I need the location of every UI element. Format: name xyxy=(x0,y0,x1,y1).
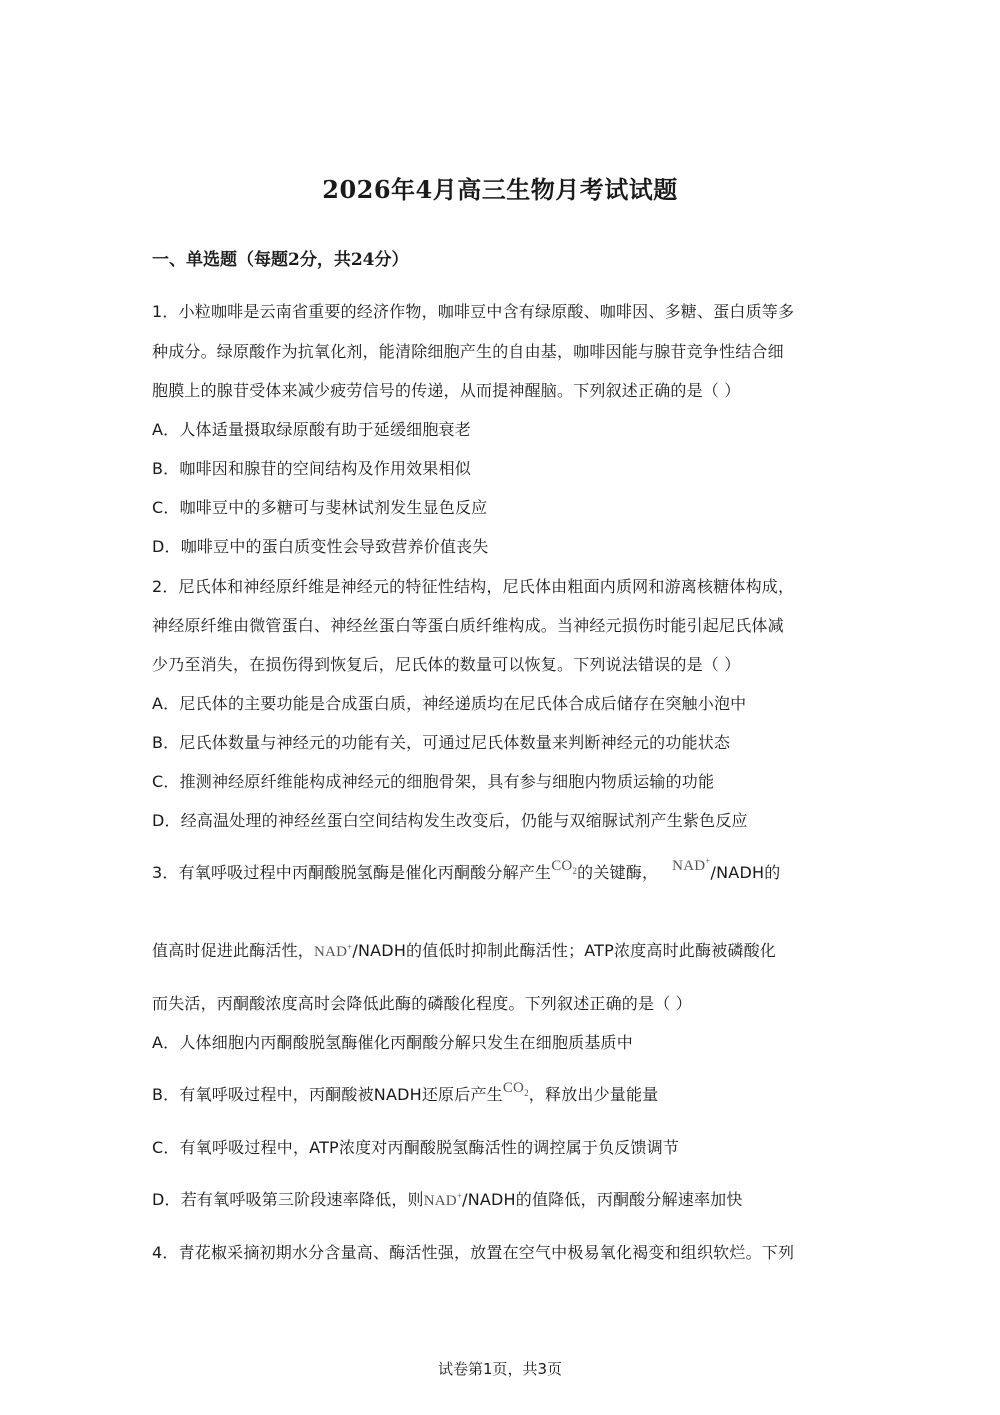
question-3-option-b: B．有氧呼吸过程中，丙酮酸被NADH还原后产生$CO_2$，释放出少量能量 xyxy=(152,1080,659,1104)
question-3-line-1 xyxy=(152,856,781,884)
question-1-line-2: 种成分。绿原酸作为抗氧化剂，能清除细胞产生的自由基，咖啡因能与腺苷竞争性结合细 xyxy=(152,342,784,361)
question-3-line-3: 而失活，丙酮酸浓度高时会降低此酶的磷酸化程度。下列叙述正确的是（ ） xyxy=(152,994,692,1013)
page-footer: 试卷第1页，共3页 xyxy=(437,1360,563,1378)
section-heading: 一、单选题（每题2分，共24分） xyxy=(152,250,409,270)
question-2-line-1: 2．尼氏体和神经原纤维是神经元的特征性结构，尼氏体由粗面内质网和游离核糖体构成， xyxy=(152,577,795,596)
q3-line1-text-b: 的关键酶， xyxy=(577,863,659,882)
co2-formula: $CO_2$ xyxy=(502,1080,529,1098)
nad-formula: NAD+ xyxy=(672,856,711,874)
question-1-option-d: D．咖啡豆中的蛋白质变性会导致营养价值丧失 xyxy=(152,537,489,556)
question-2-option-a: A．尼氏体的主要功能是合成蛋白质，神经递质均在尼氏体合成后储存在突触小泡中 xyxy=(152,694,747,713)
question-1-option-b: B．咖啡因和腺苷的空间结构及作用效果相似 xyxy=(152,459,471,478)
question-2-option-c: C．推测神经原纤维能构成神经元的细胞骨架，具有参与细胞内物质运输的功能 xyxy=(152,772,715,791)
question-1-line-1: 1．小粒咖啡是云南省重要的经济作物，咖啡豆中含有绿原酸、咖啡因、多糖、蛋白质等多 xyxy=(152,302,795,321)
nad-formula: NAD+ xyxy=(423,1191,463,1209)
nad-formula: NAD+ xyxy=(314,942,353,960)
question-3-option-d: D．若有氧呼吸第三阶段速率降低，则NAD+/NADH的值降低，丙酮酸分解速率加快 xyxy=(152,1190,743,1209)
q3-line1-text-c: /NADH的 xyxy=(710,863,781,882)
question-2-line-2: 神经原纤维由微管蛋白、神经丝蛋白等蛋白质纤维构成。当神经元损伤时能引起尼氏体减 xyxy=(152,616,784,635)
page-title: 2026年4月高三生物月考试试题 xyxy=(322,175,678,204)
question-4-line-1: 4．青花椒采摘初期水分含量高、酶活性强，放置在空气中极易氧化褐变和组织软烂。下列 xyxy=(152,1243,795,1262)
question-3-option-c: C．有氧呼吸过程中，ATP浓度对丙酮酸脱氢酶活性的调控属于负反馈调节 xyxy=(152,1138,680,1157)
question-1-option-a: A．人体适量摄取绿原酸有助于延缓细胞衰老 xyxy=(152,420,471,439)
question-3-option-a: A．人体细胞内丙酮酸脱氢酶催化丙酮酸分解只发生在细胞质基质中 xyxy=(152,1033,633,1052)
question-1-option-c: C．咖啡豆中的多糖可与斐林试剂发生显色反应 xyxy=(152,498,488,517)
question-2-option-d: D．经高温处理的神经丝蛋白空间结构发生改变后，仍能与双缩脲试剂产生紫色反应 xyxy=(152,811,748,830)
question-2-line-3: 少乃至消失，在损伤得到恢复后，尼氏体的数量可以恢复。下列说法错误的是（ ） xyxy=(152,655,741,674)
q3-line1-text-a: 3．有氧呼吸过程中丙酮酸脱氢酶是催化丙酮酸分解产生 xyxy=(152,863,552,882)
question-1-line-3: 胞膜上的腺苷受体来减少疲劳信号的传递，从而提神醒脑。下列叙述正确的是（ ） xyxy=(152,381,741,400)
co2-formula: $CO_2$ xyxy=(551,858,578,876)
question-3-line-2: 值高时促进此酶活性，NAD+/NADH的值低时抑制此酶活性；ATP浓度高时此酶被磷酸化 xyxy=(152,941,776,960)
question-2-option-b: B．尼氏体数量与神经元的功能有关，可通过尼氏体数量来判断神经元的功能状态 xyxy=(152,733,731,752)
